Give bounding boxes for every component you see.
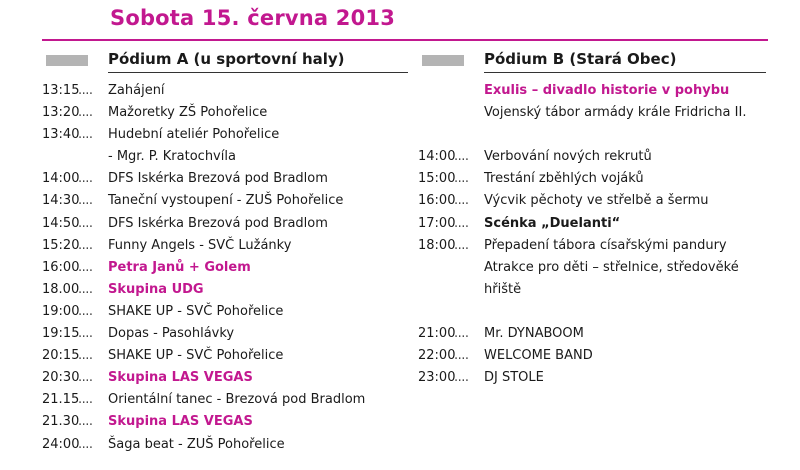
stage-b-intro-title [418, 80, 778, 102]
row-act: Zahájení [108, 83, 165, 98]
schedule-row [42, 213, 372, 235]
row-act: Dopas - Pasohlávky [108, 326, 235, 342]
row-dots: .... [78, 237, 93, 253]
title-divider [42, 39, 768, 41]
schedule-row-bold [418, 213, 778, 235]
stage-a-header [42, 49, 372, 75]
schedule-row [42, 124, 372, 146]
row-dots: .... [454, 237, 469, 253]
row-dots: .... [454, 171, 469, 187]
row-time: 22:00 [418, 348, 456, 364]
row-dots: .... [78, 370, 93, 386]
row-time: 24:00 [42, 436, 80, 452]
schedule-row [418, 367, 778, 389]
row-act: Trestání zběhlých vojáků [484, 171, 644, 187]
row-time: 13:40 [42, 127, 80, 143]
row-time: 19:00 [42, 303, 80, 319]
row-time: 16:00 [42, 259, 80, 275]
stage-b-schedule [418, 80, 778, 389]
row-act: Funny Angels - SVČ Lužánky [108, 237, 292, 253]
stage-a-column [42, 49, 372, 456]
schedule-row [42, 102, 372, 124]
row-act: Mažoretky ZŠ Pohořelice [108, 105, 268, 121]
stage-a-title: Pódium A (u sportovní haly) [108, 50, 345, 68]
schedule-row [418, 235, 778, 257]
row-act: Skupina LAS VEGAS [108, 414, 253, 430]
stage-a-underline [108, 72, 408, 73]
stage-b-marker [422, 55, 464, 66]
row-dots: .... [78, 326, 93, 342]
row-dots: .... [78, 171, 93, 187]
page-title: Sobota 15. června 2013 [110, 6, 396, 30]
row-act: Mr. DYNABOOM [484, 326, 584, 342]
row-act: hřiště [484, 281, 522, 297]
row-act: DFS Iskérka Brezová pod Bradlom [108, 171, 328, 187]
row-time: 18:00 [418, 237, 456, 253]
schedule-row [418, 190, 778, 212]
row-act: Hudební ateliér Pohořelice [108, 127, 280, 143]
schedule-row [42, 434, 372, 456]
row-act: Verbování nových rekrutů [484, 149, 652, 165]
row-dots: .... [78, 127, 93, 143]
row-time: 21:00 [418, 326, 456, 342]
row-time: 16:00 [418, 193, 456, 209]
row-dots: .... [454, 215, 469, 231]
row-time: 23:00 [418, 370, 456, 386]
row-time: 19:15 [42, 326, 80, 342]
schedule-row [42, 168, 372, 190]
stage-b-column [418, 49, 778, 389]
row-dots: .... [454, 348, 469, 364]
schedule-row [418, 323, 778, 345]
row-act: WELCOME BAND [484, 348, 593, 364]
row-time: 18.00 [42, 281, 80, 297]
schedule-row [418, 146, 778, 168]
row-dots: .... [78, 193, 93, 209]
row-time: 15:00 [418, 171, 456, 187]
row-act: SHAKE UP - SVČ Pohořelice [108, 303, 284, 319]
row-act: SHAKE UP - SVČ Pohořelice [108, 348, 284, 364]
stage-b-title: Pódium B (Stará Obec) [484, 50, 677, 68]
schedule-row [42, 323, 372, 345]
row-act: Šaga beat - ZUŠ Pohořelice [108, 436, 285, 452]
row-dots: .... [78, 303, 93, 319]
row-time: 14:00 [42, 171, 80, 187]
row-time: 14:50 [42, 215, 80, 231]
stage-b-intro-subtitle [418, 102, 778, 124]
row-time: 20:15 [42, 348, 80, 364]
schedule-row [42, 80, 372, 102]
row-time: 14:30 [42, 193, 80, 209]
row-act: Skupina LAS VEGAS [108, 370, 253, 386]
row-time: 21.15 [42, 392, 80, 408]
row-dots: .... [78, 83, 93, 98]
row-time: 13:20 [42, 105, 80, 121]
row-time: 20:30 [42, 370, 80, 386]
stage-b-header [418, 49, 778, 75]
row-act: - Mgr. P. Kratochvíla [108, 149, 236, 165]
spacer [418, 124, 778, 146]
schedule-row-continuation [418, 279, 778, 301]
row-act: Přepadení tábora císařskými pandury [484, 237, 727, 253]
row-act: Orientální tanec - Brezová pod Bradlom [108, 392, 366, 408]
intro-text: Vojenský tábor armády krále Fridricha II. [484, 105, 747, 121]
schedule-row [42, 345, 372, 367]
schedule-row-highlight [42, 411, 372, 433]
row-act: Petra Janů + Golem [108, 259, 251, 275]
row-act: DJ STOLE [484, 370, 544, 386]
row-act: Skupina UDG [108, 281, 204, 297]
stage-a-marker [46, 55, 88, 66]
row-dots: .... [78, 281, 93, 297]
stage-a-schedule [42, 80, 372, 456]
schedule-row-continuation [418, 257, 778, 279]
row-time: 15:20 [42, 237, 80, 253]
row-time: 21.30 [42, 414, 80, 430]
row-dots: .... [78, 215, 93, 231]
row-act: Scénka „Duelanti“ [484, 215, 621, 231]
schedule-row [42, 190, 372, 212]
row-time: 14:00 [418, 149, 456, 165]
schedule-row-highlight [42, 279, 372, 301]
schedule-row [42, 389, 372, 411]
schedule-row [418, 345, 778, 367]
row-dots: .... [78, 105, 93, 121]
schedule-row-highlight [42, 257, 372, 279]
row-dots: .... [78, 392, 93, 408]
row-dots: .... [454, 326, 469, 342]
schedule-row [42, 301, 372, 323]
schedule-row-continuation [42, 146, 372, 168]
stage-b-underline [484, 72, 766, 73]
schedule-row [42, 235, 372, 257]
row-act: DFS Iskérka Brezová pod Bradlom [108, 215, 328, 231]
row-act: Atrakce pro děti – střelnice, středověké [484, 259, 739, 275]
row-dots: .... [78, 348, 93, 364]
row-dots: .... [78, 436, 93, 452]
row-dots: .... [454, 149, 469, 165]
row-dots: .... [78, 414, 93, 430]
row-act: Taneční vystoupení - ZUŠ Pohořelice [108, 193, 344, 209]
row-dots: .... [454, 193, 469, 209]
schedule-row-highlight [42, 367, 372, 389]
row-dots: .... [454, 370, 469, 386]
row-time: 17:00 [418, 215, 456, 231]
row-act: Výcvik pěchoty ve střelbě a šermu [484, 193, 709, 209]
intro-text: Exulis – divadlo historie v pohybu [484, 83, 730, 98]
row-time: 13:15 [42, 83, 80, 98]
schedule-row [418, 168, 778, 190]
spacer [418, 301, 778, 323]
row-dots: .... [78, 259, 93, 275]
